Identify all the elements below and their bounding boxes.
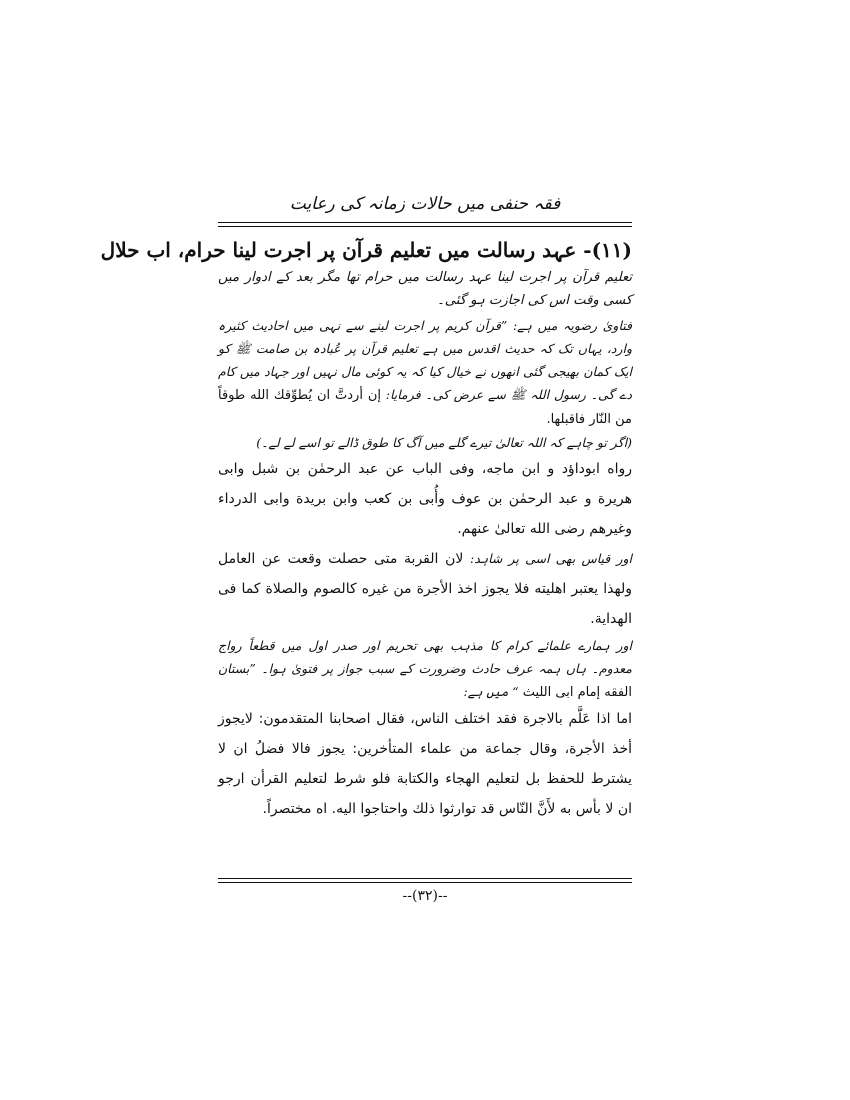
header-rule-thin xyxy=(218,226,632,227)
intro-paragraph: تعلیم قرآن پر اجرت لینا عہد رسالت میں حرام تھا مگر بعد کے ادوار میں کسی وقت اس کی اجازت ہو گئی۔ xyxy=(218,270,632,308)
fatawa-paragraph xyxy=(218,314,632,431)
page-body xyxy=(100,234,632,824)
bustan-title: الفقه إمام ابى الليث xyxy=(522,685,632,700)
riwayat-paragraph: رواه ابوداؤد و ابن ماجه، وفى الباب عن عبد الرحمٰن بن شبل وابى هريرة و عبد الرحمٰن بن عوف وأُبى بن كعب وابن بريدة وابى الدرداء وغيرهم رضى الله تعالىٰ عنهم. xyxy=(218,461,632,537)
running-header-title: فقہ حنفی میں حالات زمانہ کی رعایت xyxy=(289,194,561,214)
qiyas-paragraph xyxy=(218,544,632,634)
qiyas-label: اور قیاس بھی اسی پر شاہد: xyxy=(470,551,632,566)
footer-rule-thick xyxy=(218,878,632,879)
ulama-text: اور ہمارے علمائے کرام کا مذہب بھی تحریم اور صدر اول میں قطعاً رواج معدوم۔ ہاں ہمہ عرف حادث وضرورت کے سبب جواز پر فتویٰ ہوا۔ ”بستان xyxy=(218,638,632,676)
translation-paragraph: (اگر تو چاہے کہ اللہ تعالیٰ تیرے گلے میں آگ کا طوق ڈالے تو اسے لے لے۔) xyxy=(256,435,632,450)
book-page xyxy=(100,190,632,910)
fatawa-text: فتاویٰ رضویہ میں ہے: ”قرآن کریم پر اجرت لینے سے نہی میں احادیث کثیرہ وارد، یہاں تک کہ حدیث اقدس میں ہے تعلیم قرآن پر عُبادہ بن صامت ﷺ کو ایک کمان بھیجی گئی انھوں نے خیال کیا کہ یہ کوئی مال نہیں اور جہاد میں کام دے گی۔ رسول اللہ ﷺ سے عرض کی۔ فرمایا: xyxy=(218,318,632,402)
bustan-tail: “ میں ہے: xyxy=(463,684,519,699)
qiyas-arabic: لان القربة متى حصلت وقعت عن العامل ولهذا يعتبر اهليته فلا يجوز اخذ الأجرة من غيره كالصوم والصلاة كما فى الهداية. xyxy=(218,551,632,627)
final-arabic-paragraph: اما اذا عَلَّم بالاجرة فقد اختلف الناس، فقال اصحابنا المتقدمون: لايجوز أخذ الأجرة، وقال جماعة من علماء المتأخرين: يجوز فالا فضلُ ان لا يشترط للحفظ بل لتعليم الهجاء والكتابة فلو شرط لتعليم القرأن ارجو ان لا بأس به لأَنَّ النّاس قد توارثوا ذلك واحتاجوا اليه. اه مختصراً. xyxy=(218,711,632,817)
fatawa-arabic-quote: إن أردتَّ ان يُطوِّقك الله طوقاً من النّار فاقبلها. xyxy=(218,388,632,427)
footer-rule-thin xyxy=(218,882,632,883)
section-heading: (۱۱)- عہد رسالت میں تعلیم قرآن پر اجرت لینا حرام، اب حلال xyxy=(100,238,632,262)
header-rule-thick xyxy=(218,222,632,223)
ulama-paragraph xyxy=(218,634,632,704)
page-number: --(۳۲)-- xyxy=(402,888,448,904)
